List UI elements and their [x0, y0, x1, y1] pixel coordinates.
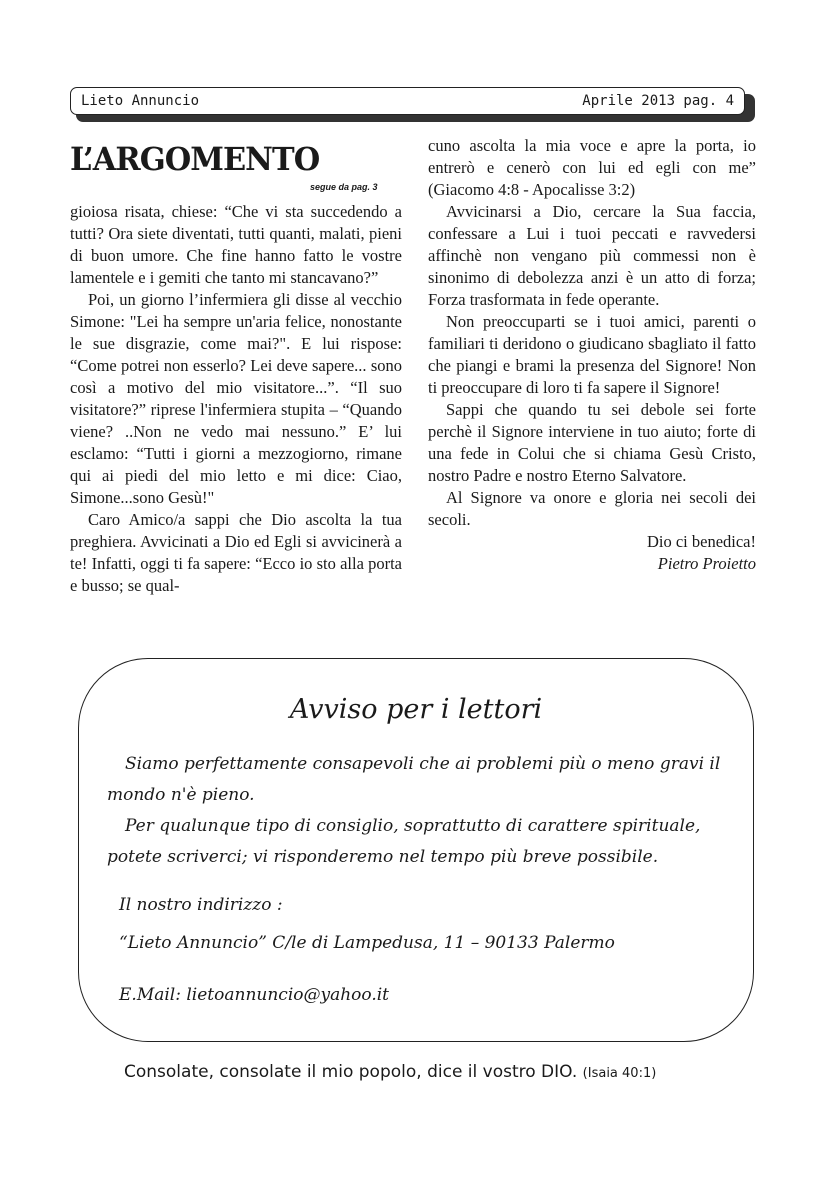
paragraph: cuno ascolta la mia voce e apre la porta, io entrerò e cenerò con lui ed egli con me” (Giacomo 4:8 - Apocalisse 3:2)	[428, 136, 756, 199]
column-left	[70, 201, 402, 597]
notice-paragraph: Siamo perfettamente consapevoli che ai problemi più o meno gravi il mondo n'è pieno.	[107, 754, 721, 805]
signature-blessing: Dio ci benedica!	[646, 532, 756, 551]
publication-name: Lieto Annuncio	[81, 93, 200, 109]
email-address: E.Mail: lietoannuncio@yahoo.it	[119, 985, 390, 1005]
paragraph: Non preoccuparti se i tuoi amici, parenti o familiari ti deridono o giudicano sbagliato il fatto che piangi e brami la presenza del Signore! Non ti preoccupare di loro ti fa sapere il Signore!	[428, 312, 756, 397]
notice-body	[107, 749, 735, 873]
paragraph: Poi, un giorno l’infermiera gli disse al vecchio Simone: "Lei ha sempre un'aria felice, nonostante le sue disgrazie, come mai?". E lui rispose: “Come potrei non esserlo? Lei deve sapere... sono così a motivo del mio visitatore...”. “Il suo visitatore?” riprese l'infermiera stupita – “Quando viene? ..Non ne vedo mai nessuno.” E’ lui esclamo: “Tutti i giorni a mezzogiorno, rimane qui ai piedi del mio letto e mi dice: Ciao, Simone...sono Gesù!"	[70, 290, 402, 507]
paragraph: Al Signore va onore e gloria nei secoli dei secoli.	[428, 488, 756, 529]
author-name: Pietro Proietto	[657, 554, 756, 573]
paragraph: Sappi che quando tu sei debole sei forte perchè il Signore interviene in tuo aiuto; forte di una fede in Colui che si chiama Gesù Cristo, nostro Padre e nostro Eterno Salvatore.	[428, 400, 756, 485]
notice-box	[78, 658, 754, 1042]
notice-paragraph: Per qualunque tipo di consiglio, soprattutto di carattere spirituale, potete scriverci; vi risponderemo nel tempo più breve possibile.	[107, 816, 701, 867]
address-label: Il nostro indirizzo :	[119, 895, 283, 915]
verse-text: Consolate, consolate il mio popolo, dice il vostro DIO.	[124, 1062, 578, 1082]
paragraph: Avvicinarsi a Dio, cercare la Sua faccia, confessare a Lui i tuoi peccati e ravvedersi affinchè non vengano più commessi non è sinonimo di debolezza anzi è un atto di forza; Forza trasformata in fede operante.	[428, 202, 756, 309]
article-title: L’ARGOMENTO	[70, 140, 320, 178]
continued-note: segue da pag. 3	[310, 182, 378, 192]
column-right	[428, 135, 756, 575]
notice-title: Avviso per i lettori	[289, 694, 543, 725]
page-header	[70, 87, 745, 115]
verse-reference: (Isaia 40:1)	[582, 1066, 657, 1081]
footer-verse	[124, 1062, 656, 1082]
paragraph: gioiosa risata, chiese: “Che vi sta succedendo a tutti? Ora siete diventati, tutti quanti, malati, pieni di buon umore. Che fine hanno fatto le vostre lamentele e i gemiti che tanto mi stancavano?”	[70, 202, 402, 287]
issue-page: Aprile 2013 pag. 4	[582, 93, 734, 109]
postal-address: “Lieto Annuncio” C/le di Lampedusa, 11 – 90133 Palermo	[119, 933, 615, 953]
paragraph: Caro Amico/a sappi che Dio ascolta la tua preghiera. Avvicinati a Dio ed Egli si avvicinerà a te! Infatti, oggi ti fa sapere: “Ecco io sto alla porta e busso; se qual-	[70, 510, 402, 595]
